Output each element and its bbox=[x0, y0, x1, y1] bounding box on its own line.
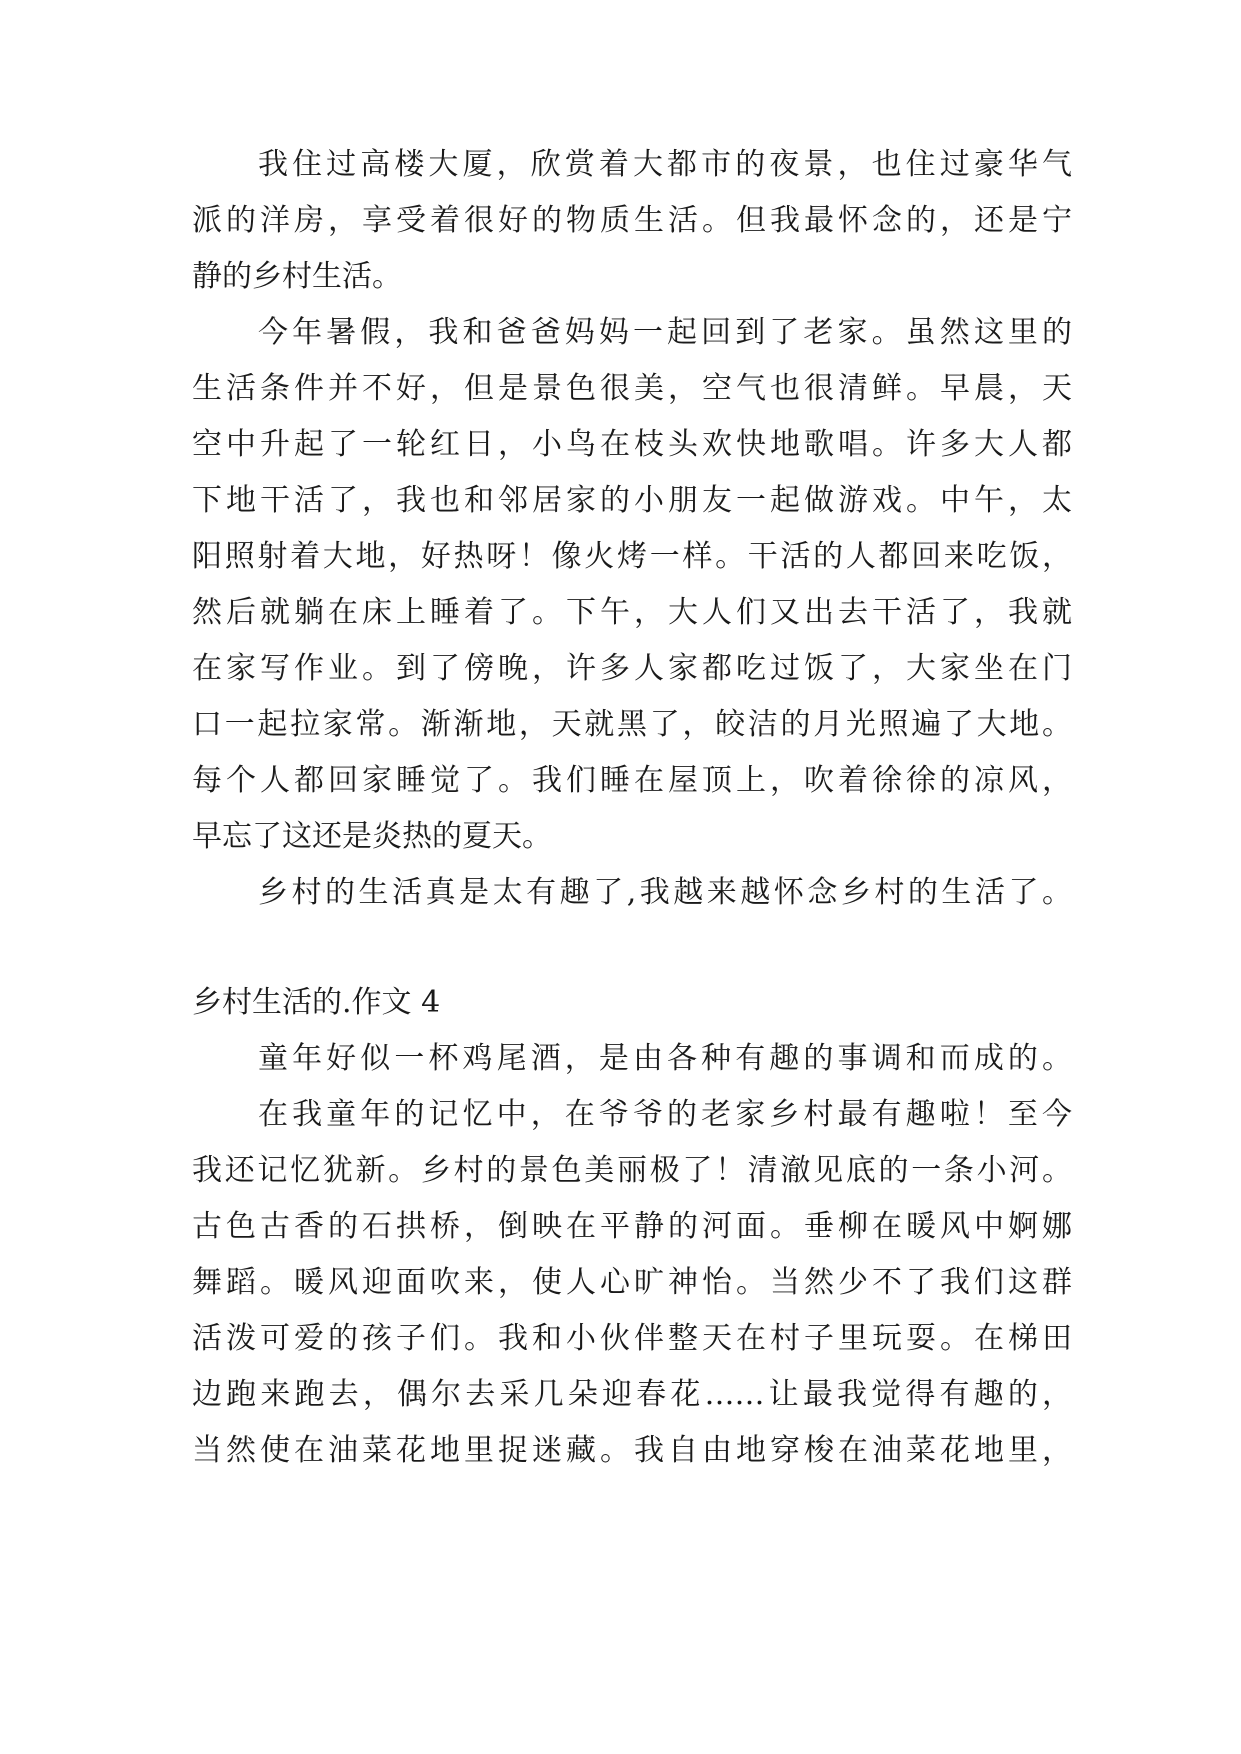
paragraph-line: 童年好似一杯鸡尾酒，是由各种有趣的事调和而成的。 bbox=[258, 1041, 1072, 1076]
paragraph-line: 活泼可爱的孩子们。我和小伙伴整天在村子里玩耍。在梯田 bbox=[192, 1321, 1072, 1356]
paragraph-line: 空中升起了一轮红日，小鸟在枝头欢快地歌唱。许多大人都 bbox=[192, 427, 1072, 462]
paragraph-line: 然后就躺在床上睡着了。下午，大人们又出去干活了，我就 bbox=[192, 595, 1072, 630]
paragraph-line: 我还记忆犹新。乡村的景色美丽极了！清澈见底的一条小河。 bbox=[192, 1153, 1072, 1188]
paragraph-line: 口一起拉家常。渐渐地，天就黑了，皎洁的月光照遍了大地。 bbox=[192, 707, 1072, 742]
paragraph-line: 派的洋房，享受着很好的物质生活。但我最怀念的，还是宁 bbox=[192, 203, 1072, 238]
paragraph-line: 今年暑假，我和爸爸妈妈一起回到了老家。虽然这里的 bbox=[258, 315, 1072, 350]
paragraph-line: 在家写作业。到了傍晚，许多人家都吃过饭了，大家坐在门 bbox=[192, 651, 1072, 686]
paragraph-line: 下地干活了，我也和邻居家的小朋友一起做游戏。中午，太 bbox=[192, 483, 1072, 518]
paragraph-line: 每个人都回家睡觉了。我们睡在屋顶上，吹着徐徐的凉风， bbox=[192, 763, 1072, 798]
section-heading: 乡村生活的.作文 4 bbox=[192, 985, 441, 1020]
paragraph-line: 静的乡村生活。 bbox=[192, 259, 402, 294]
paragraph-line: 当然使在油菜花地里捉迷藏。我自由地穿梭在油菜花地里， bbox=[192, 1433, 1072, 1468]
paragraph-line: 早忘了这还是炎热的夏天。 bbox=[192, 819, 552, 854]
paragraph-line: 阳照射着大地，好热呀！像火烤一样。干活的人都回来吃饭， bbox=[192, 539, 1072, 574]
paragraph-line: 边跑来跑去，偶尔去采几朵迎春花……让最我觉得有趣的， bbox=[192, 1377, 1072, 1412]
paragraph-line: 古色古香的石拱桥，倒映在平静的河面。垂柳在暖风中婀娜 bbox=[192, 1209, 1072, 1244]
paragraph-line: 我住过高楼大厦，欣赏着大都市的夜景，也住过豪华气 bbox=[258, 147, 1072, 182]
paragraph-line: 乡村的生活真是太有趣了,我越来越怀念乡村的生活了。 bbox=[258, 875, 1072, 910]
paragraph-line: 舞蹈。暖风迎面吹来，使人心旷神怡。当然少不了我们这群 bbox=[192, 1265, 1072, 1300]
paragraph-line: 生活条件并不好，但是景色很美，空气也很清鲜。早晨，天 bbox=[192, 371, 1072, 406]
paragraph-line: 在我童年的记忆中，在爷爷的老家乡村最有趣啦！至今 bbox=[258, 1097, 1072, 1132]
